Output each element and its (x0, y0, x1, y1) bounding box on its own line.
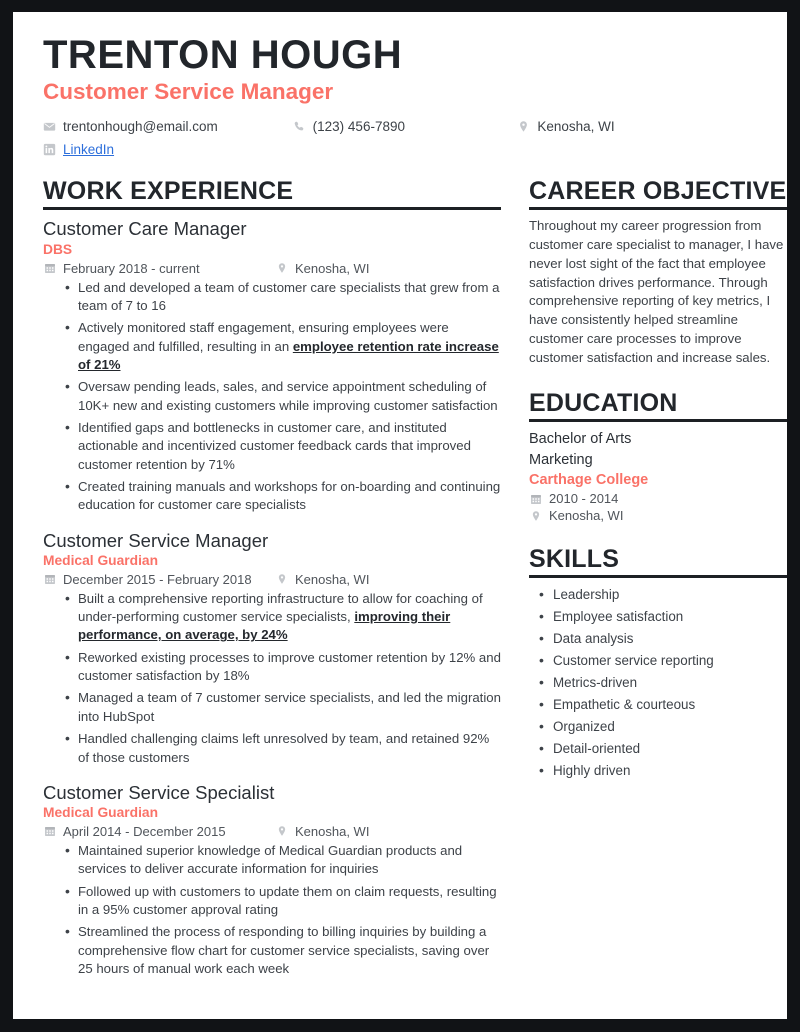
envelope-icon (43, 120, 56, 133)
job-role: Customer Service Specialist (43, 781, 275, 803)
job-dates (43, 824, 275, 839)
education-heading: EDUCATION (529, 389, 678, 418)
map-pin-icon (529, 509, 542, 522)
job-location (275, 261, 369, 276)
job-bullet: • Built a comprehensive reporting infrastructure to allow for coaching of under-performing customer service specialists, improving their performance, on average, by 24% (65, 590, 501, 645)
job-entry (43, 781, 501, 979)
work-experience-list (43, 217, 501, 978)
job-bullet: • Led and developed a team of customer care specialists that grew from a team of 7 to 16 (65, 279, 501, 316)
job-company: Medical Guardian (43, 804, 159, 820)
map-pin-icon (275, 825, 288, 838)
map-pin-icon (517, 120, 530, 133)
job-entry (43, 217, 501, 514)
skill-item: • Organized (539, 717, 787, 736)
job-bullet: • Maintained superior knowledge of Medical Guardian products and services to deliver accurate information for inquiries (65, 842, 501, 879)
right-column (529, 177, 787, 802)
skills-list (529, 585, 787, 780)
job-bullet: • Reworked existing processes to improve customer retention by 12% and customer satisfaction by 18% (65, 649, 501, 686)
job-bullet: • Identified gaps and bottlenecks in customer care, and instituted actionable and incentivized customer feedback cards that improved customer retention by 71% (65, 419, 501, 474)
job-bullet: • Created training manuals and workshops for on-boarding and continuing education for customer care specialists (65, 478, 501, 515)
contact-phone[interactable] (293, 119, 518, 134)
education-section (529, 389, 787, 523)
contact-phone-text: (123) 456-7890 (312, 119, 405, 135)
job-bullet: • Handled challenging claims left unresolved by team, and retained 92% of those customers (65, 730, 501, 767)
job-dates-text: December 2015 - February 2018 (63, 571, 252, 587)
skill-item: • Data analysis (539, 629, 787, 648)
calendar-icon (43, 825, 56, 838)
skill-item: • Empathetic & courteous (539, 695, 787, 714)
contact-details (43, 115, 757, 161)
calendar-icon (43, 262, 56, 275)
job-bullet: • Oversaw pending leads, sales, and service appointment scheduling of 10K+ new and existing customers while improving customer satisfaction (65, 378, 501, 415)
job-dates (43, 261, 275, 276)
skill-item: • Customer service reporting (539, 651, 787, 670)
job-meta (43, 572, 501, 587)
career-objective-heading: CAREER OBJECTIVE (529, 177, 787, 206)
skill-item: • Employee satisfaction (539, 607, 787, 626)
job-role: Customer Service Manager (43, 529, 269, 551)
contact-linkedin[interactable] (43, 142, 293, 157)
calendar-icon (529, 492, 542, 505)
bullet-emphasis: improving their performance, on average, by 24% (78, 609, 451, 643)
skill-item: • Leadership (539, 585, 787, 604)
job-dates (43, 572, 275, 587)
skills-heading-wrap (529, 545, 787, 578)
education-heading-wrap (529, 389, 787, 422)
job-location-text: Kenosha, WI (295, 571, 370, 587)
skill-item: • Metrics-driven (539, 673, 787, 692)
skill-item: • Highly driven (539, 761, 787, 780)
job-entry (43, 529, 501, 767)
job-bullet: • Streamlined the process of responding to billing inquiries by building a comprehensive flow chart for customer service specialists, saving over 25 hours of manual work each week (65, 923, 501, 978)
job-location-text: Kenosha, WI (295, 823, 370, 839)
education-school: Carthage College (529, 472, 649, 489)
job-bullet: • Actively monitored staff engagement, ensuring employees were engaged and fulfilled, resulting in an employee retention rate increase of 21% (65, 319, 501, 374)
contact-location (517, 119, 757, 134)
contact-row-secondary (43, 138, 757, 161)
education-dates (529, 491, 787, 506)
linkedin-icon (43, 143, 56, 156)
job-dates-text: February 2018 - current (63, 260, 200, 276)
education-location-text: Kenosha, WI (549, 508, 624, 524)
skills-heading: SKILLS (529, 545, 620, 574)
map-pin-icon (275, 573, 288, 586)
contact-email[interactable] (43, 119, 293, 134)
contact-row-primary (43, 115, 757, 138)
calendar-icon (43, 573, 56, 586)
job-bullet-list (43, 842, 501, 978)
job-bullet-list (43, 279, 501, 515)
job-company: DBS (43, 241, 73, 257)
candidate-job-title: Customer Service Manager (43, 79, 334, 105)
job-bullet: • Managed a team of 7 customer service specialists, and led the migration into HubSpot (65, 689, 501, 726)
contact-linkedin-link[interactable]: LinkedIn (63, 142, 115, 158)
skill-item: • Detail-oriented (539, 739, 787, 758)
contact-location-text: Kenosha, WI (537, 119, 615, 135)
job-location (275, 824, 369, 839)
career-objective-text: Throughout my career progression from customer care specialist to manager, I have never lost sight of the fact that employee satisfaction drives performance. Through comprehensive reporting of key metrics, I have consistently helped streamline customer care processes to improve customer satisfaction and increase sales. (529, 218, 784, 365)
job-meta (43, 824, 501, 839)
job-location (275, 572, 369, 587)
work-experience-heading-wrap (43, 177, 501, 210)
education-field: Marketing (529, 452, 593, 469)
job-bullet: • Followed up with customers to update them on claim requests, resulting in a 95% customer approval rating (65, 883, 501, 920)
job-meta (43, 261, 501, 276)
education-location (529, 508, 787, 523)
job-dates-text: April 2014 - December 2015 (63, 823, 226, 839)
resume-document (13, 12, 787, 1019)
education-degree: Bachelor of Arts (529, 431, 632, 448)
map-pin-icon (275, 262, 288, 275)
resume-header (43, 34, 757, 161)
career-objective-section (529, 177, 787, 367)
work-experience-heading: WORK EXPERIENCE (43, 177, 294, 206)
job-location-text: Kenosha, WI (295, 260, 370, 276)
job-company: Medical Guardian (43, 552, 159, 568)
job-role: Customer Care Manager (43, 218, 247, 240)
career-objective-heading-wrap (529, 177, 787, 210)
job-bullet-list (43, 590, 501, 767)
skills-section (529, 545, 787, 780)
education-dates-text: 2010 - 2014 (549, 491, 619, 507)
candidate-name: TRENTON HOUGH (43, 33, 403, 77)
left-column (43, 177, 501, 978)
bullet-emphasis: employee retention rate increase of 21% (78, 338, 499, 372)
contact-email-text: trentonhough@email.com (63, 119, 218, 135)
phone-icon (293, 120, 306, 133)
resume-body (43, 177, 787, 978)
